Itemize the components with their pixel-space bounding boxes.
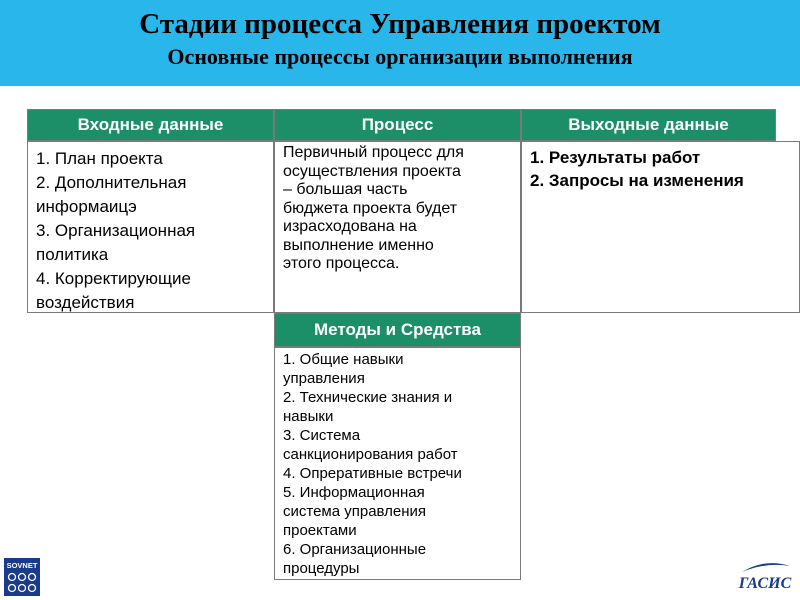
gasis-logo-text: ГАСИС [738, 575, 792, 592]
sovnet-logo [4, 558, 40, 596]
process-line: бюджета проекта будет [283, 199, 458, 217]
inputs-cell [27, 141, 274, 313]
list-item: процедуры [283, 560, 360, 577]
list-item: 1. План проекта [36, 149, 163, 168]
list-item: 3. Система [283, 427, 361, 444]
process-line: – большая часть [283, 181, 408, 198]
list-item: 1. Результаты работ [530, 148, 701, 167]
process-line: осуществления проекта [283, 162, 461, 180]
list-item: 3. Организационная [36, 221, 196, 240]
list-item: санкционирования работ [283, 446, 458, 463]
list-item: система управления [283, 503, 427, 520]
sovnet-logo-text: SOVNET [6, 561, 38, 570]
outputs-cell [521, 141, 800, 313]
title-bar [0, 0, 800, 86]
list-item: воздействия [36, 293, 135, 312]
list-item: 4. Опреративные встречи [283, 465, 462, 482]
list-item: 1. Общие навыки [283, 351, 404, 368]
list-item: 2. Технические знания и [283, 389, 453, 406]
page-title: Стадии процесса Управления проектом [139, 8, 661, 40]
list-item: 5. Информационная [283, 484, 425, 501]
list-item: управления [283, 370, 365, 387]
list-item: навыки [283, 408, 334, 425]
inputs-header: Входные данные [27, 109, 274, 141]
methods-header: Методы и Средства [274, 313, 521, 347]
list-item: информаицэ [36, 197, 137, 216]
list-item: проектами [283, 522, 357, 539]
list-item: 2. Запросы на изменения [530, 171, 744, 190]
process-line: израсходована на [283, 218, 417, 235]
process-line: Первичный процесс для [283, 144, 464, 161]
gasis-logo [736, 558, 794, 592]
list-item: политика [36, 245, 109, 264]
process-line: выполнение именно [283, 236, 434, 254]
list-item: 2. Дополнительная [36, 173, 187, 192]
list-item: 4. Корректирующие [36, 269, 191, 288]
process-line: этого процесса. [283, 255, 400, 272]
page-subtitle: Основные процессы организации выполнения [167, 44, 633, 69]
list-item: 6. Организационные [283, 541, 427, 558]
process-cell [274, 141, 521, 313]
outputs-header: Выходные данные [521, 109, 776, 141]
methods-cell [274, 347, 521, 580]
process-header: Процесс [274, 109, 521, 141]
